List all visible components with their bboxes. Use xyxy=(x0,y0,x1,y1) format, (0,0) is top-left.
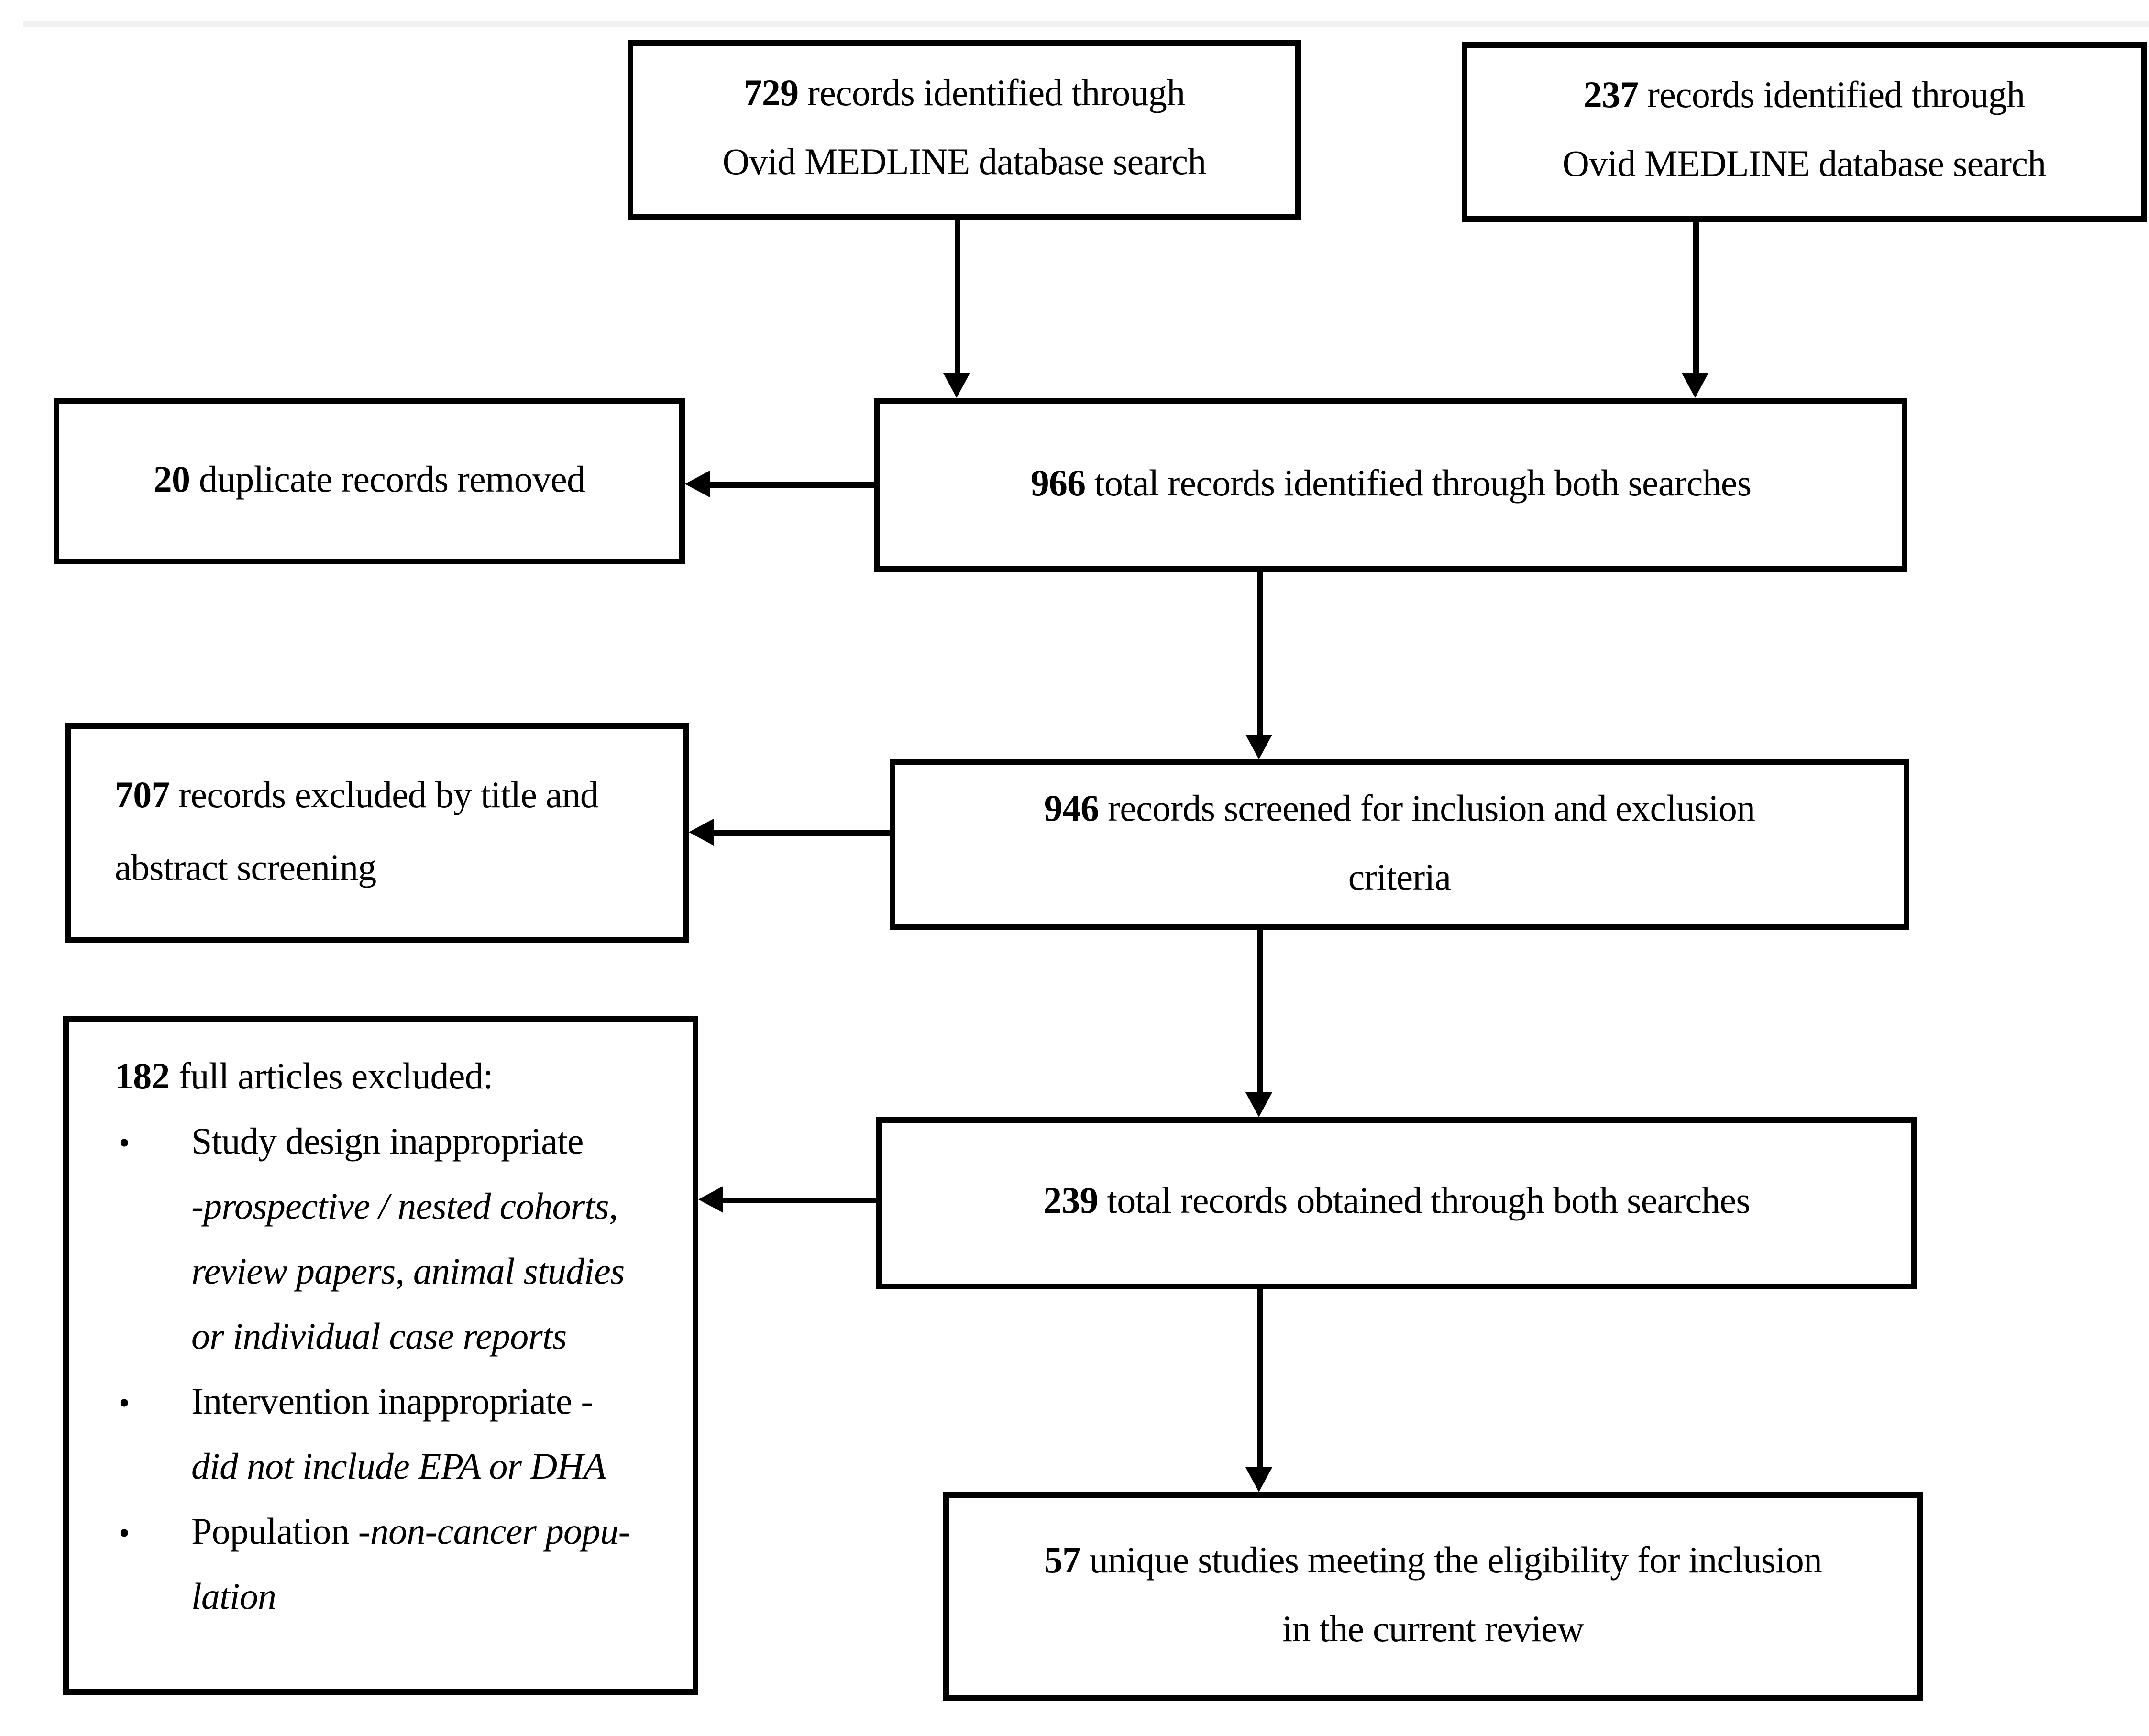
bullet-text-line: or individual case reports xyxy=(191,1318,567,1358)
box-duplicates-removed xyxy=(54,398,685,564)
exclusion-heading: 182 full articles excluded: xyxy=(115,1058,493,1098)
connector-obtained-to-full-excluded xyxy=(723,1197,876,1202)
arrowhead-down-icon xyxy=(1245,1467,1272,1492)
box-total-records-obtained xyxy=(876,1117,1917,1289)
box-total-records-identified xyxy=(874,398,1907,572)
bullet-text-line: review papers, animal studies xyxy=(191,1253,625,1293)
box-text-line: 20 duplicate records removed xyxy=(153,460,585,500)
box-records-identified-right xyxy=(1462,42,2147,222)
box-records-identified-left xyxy=(628,40,1301,220)
box-text-line: 946 records screened for inclusion and exclusion xyxy=(1044,789,1755,829)
bullet-text-line: lation xyxy=(191,1578,276,1618)
box-included-studies xyxy=(943,1492,1923,1701)
connector-screened-to-obtained xyxy=(1256,930,1262,1096)
box-text-line: abstract screening xyxy=(115,848,376,889)
box-text-line: in the current review xyxy=(1282,1610,1584,1650)
exclusion-bullet-study-design xyxy=(119,1111,625,1372)
connector-identified-left-to-total xyxy=(954,220,959,377)
bullet-dot-icon: • xyxy=(119,1385,130,1421)
bullet-dot-icon: • xyxy=(119,1515,130,1551)
box-text-line: Ovid MEDLINE database search xyxy=(722,143,1206,184)
arrowhead-down-icon xyxy=(1245,1092,1272,1117)
bullet-text-line: Intervention inappropriate - xyxy=(191,1383,593,1423)
box-text-line: 729 records identified through xyxy=(743,75,1185,115)
box-text-line: Ovid MEDLINE database search xyxy=(1562,145,2046,186)
bullet-text-line: -prospective / nested cohorts, xyxy=(191,1188,618,1228)
connector-identified-right-to-total xyxy=(1692,222,1698,377)
box-text-line: 57 unique studies meeting the eligibility for inclusion xyxy=(1044,1541,1822,1581)
bullet-text-line: did not include EPA or DHA xyxy=(191,1448,606,1488)
box-text-line: criteria xyxy=(1348,858,1451,898)
bullet-text-line: Population -non-cancer popu- xyxy=(191,1513,630,1553)
arrowhead-left-icon xyxy=(685,471,710,497)
connector-screened-to-excluded xyxy=(714,829,890,835)
exclusion-bullet-population xyxy=(119,1502,630,1632)
arrowhead-down-icon xyxy=(1682,373,1708,398)
arrowhead-left-icon xyxy=(698,1186,723,1213)
box-full-articles-excluded xyxy=(63,1016,698,1695)
arrowhead-down-icon xyxy=(1245,735,1272,759)
arrowhead-down-icon xyxy=(943,373,970,398)
page-edge-artifact xyxy=(23,21,2149,27)
connector-total-to-screened xyxy=(1256,572,1262,738)
box-text-line: 707 records excluded by title and xyxy=(115,776,599,816)
bullet-dot-icon: • xyxy=(119,1125,130,1161)
connector-total-to-duplicates xyxy=(710,481,874,487)
box-records-screened xyxy=(890,759,1909,930)
box-text-line: 239 total records obtained through both searches xyxy=(1043,1182,1750,1222)
connector-obtained-to-included xyxy=(1256,1289,1262,1471)
arrowhead-left-icon xyxy=(689,819,714,846)
bullet-text-line: Study design inappropriate xyxy=(191,1123,584,1163)
box-text-line: 966 total records identified through both searches xyxy=(1030,464,1752,504)
box-excluded-title-abstract xyxy=(65,723,689,943)
box-text-line: 237 records identified through xyxy=(1583,77,2025,117)
exclusion-bullet-intervention xyxy=(119,1372,606,1502)
